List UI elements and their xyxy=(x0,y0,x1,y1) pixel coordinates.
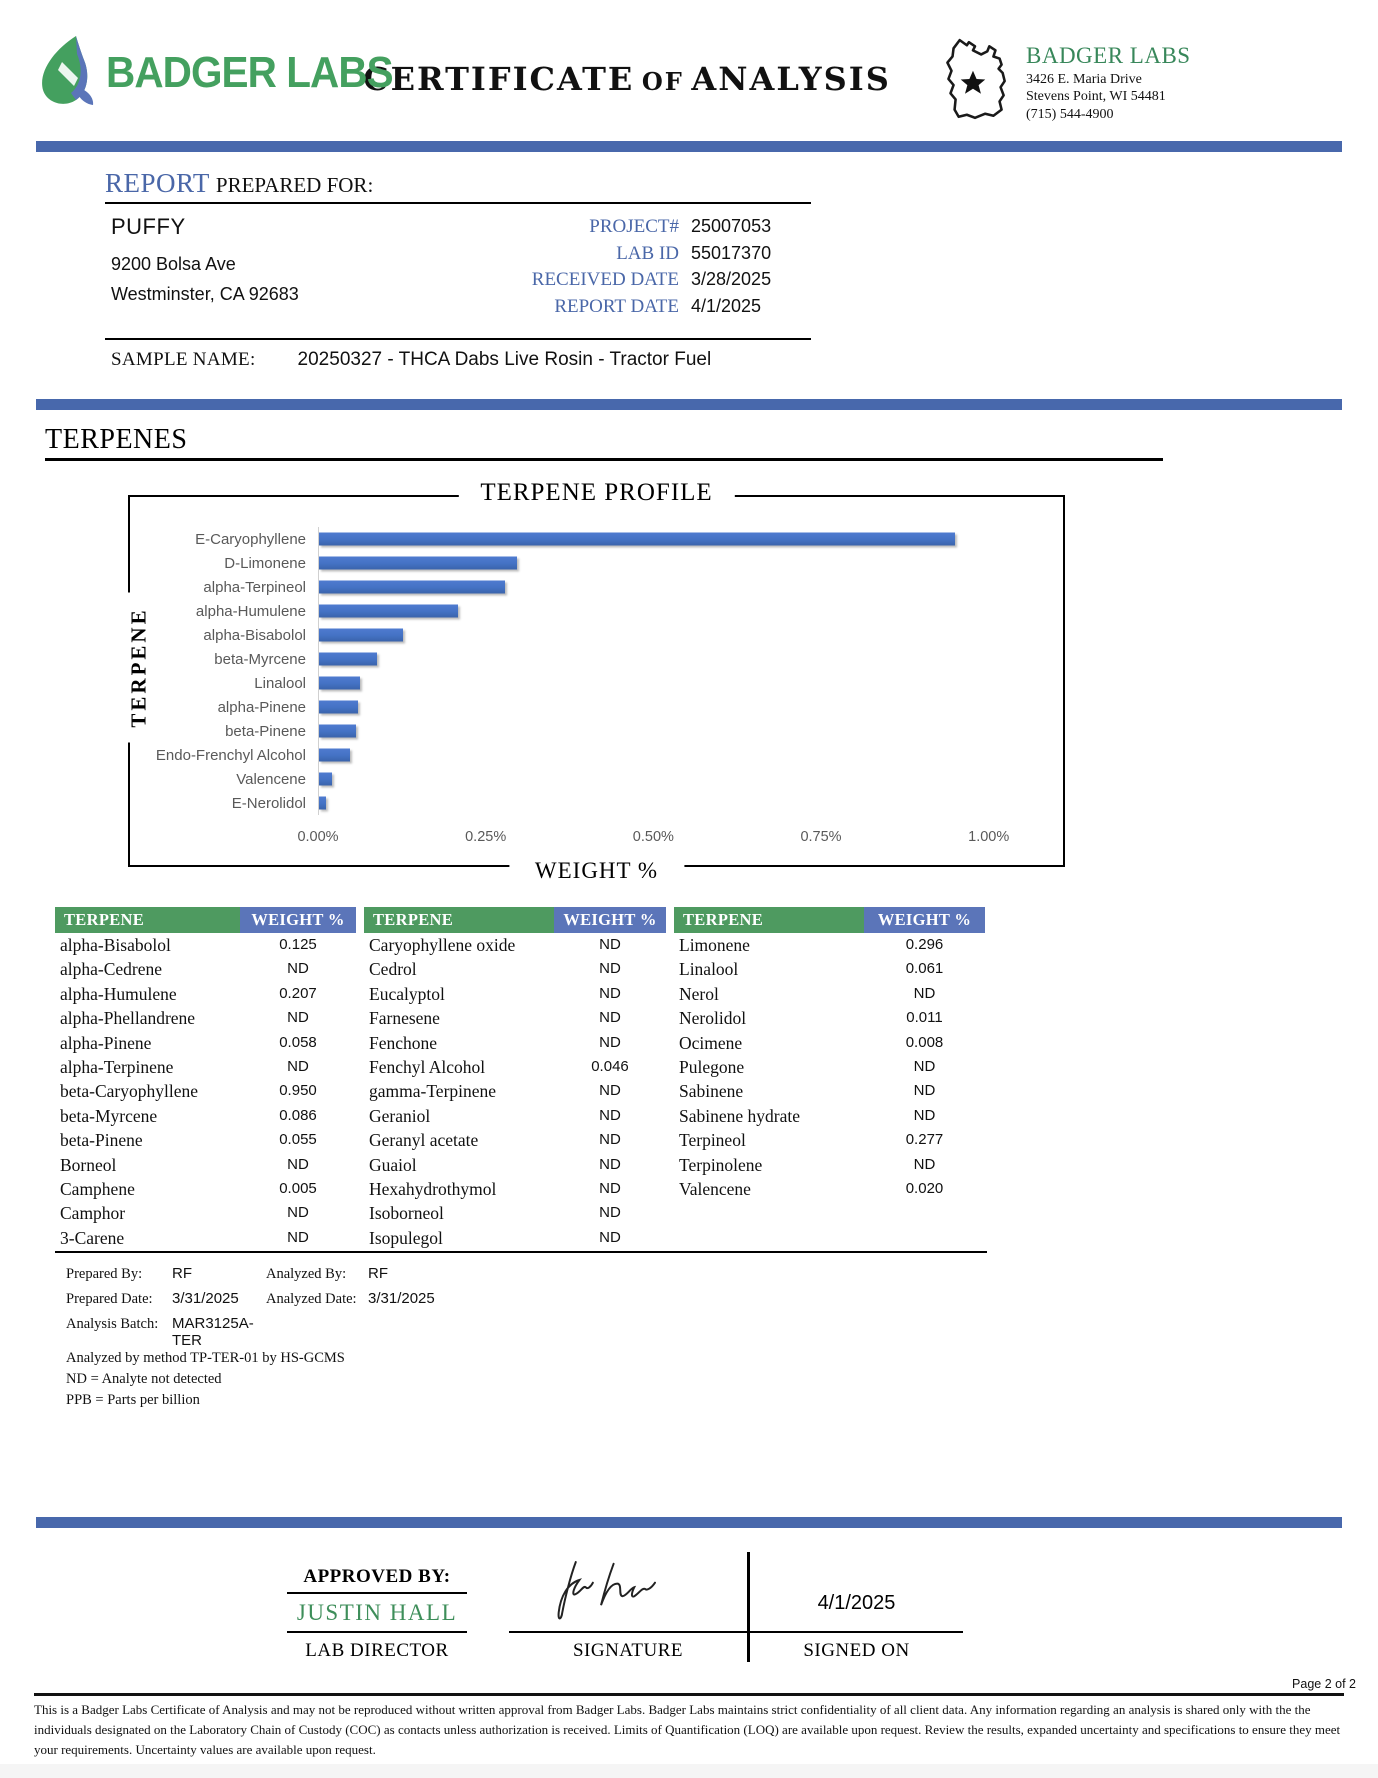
lab-name: BADGER LABS xyxy=(1026,42,1191,68)
chart-bar-track xyxy=(318,695,1051,719)
chart-bar-row xyxy=(140,527,1051,551)
table-header-terpene: TERPENE xyxy=(674,907,864,933)
table-cell-terpene: 3-Carene xyxy=(60,1227,125,1248)
table-cell-terpene: Ocimene xyxy=(679,1032,743,1053)
chart-category-label: Endo-Frenchyl Alcohol xyxy=(155,746,306,764)
chart-bar-track xyxy=(318,551,1051,575)
table-header-weight: WEIGHT % xyxy=(554,907,666,933)
chart-bar xyxy=(319,677,360,690)
analysis-notes xyxy=(66,1265,1378,1411)
signature-image xyxy=(538,1552,718,1631)
analyzed-by-label: Analyzed By: xyxy=(266,1266,347,1283)
table-cell-weight: ND xyxy=(599,1155,621,1173)
analyzed-by-value: RF xyxy=(368,1265,388,1283)
table-column-group xyxy=(674,907,985,1250)
prepared-date-label: Prepared Date: xyxy=(66,1291,153,1308)
chart-bar-track xyxy=(318,719,1051,743)
signature-label: SIGNATURE xyxy=(572,1640,684,1662)
logo-wordmark: BADGER LABS xyxy=(106,47,393,97)
table-header-terpene: TERPENE xyxy=(364,907,554,933)
table-cell-weight: 0.046 xyxy=(591,1057,629,1075)
table-cell-weight: ND xyxy=(599,1179,621,1197)
chart-category-label: alpha-Terpineol xyxy=(203,578,306,596)
lab-contact-block xyxy=(928,34,1348,131)
table-cell-weight: 0.008 xyxy=(905,1033,944,1051)
analyzed-date-label: Analyzed Date: xyxy=(266,1291,357,1308)
chart-category-label: alpha-Humulene xyxy=(195,602,306,620)
chart-category-label: Valencene xyxy=(236,770,306,788)
table-cell-terpene: Eucalyptol xyxy=(369,983,445,1004)
client-block xyxy=(111,214,299,322)
table-cell-weight: 0.061 xyxy=(905,960,944,978)
client-address-1: 9200 Bolsa Ave xyxy=(111,254,236,274)
table-cell-terpene: Limonene xyxy=(679,935,750,955)
disclaimer-text: This is a Badger Labs Certificate of Analysis and may not be reproduced without written approval from Badger Labs. Badger Labs maintains strict confidentiality of all client data. Any information regarding an analysis is shared only with the the individuals designated on the Laboratory Chain of Custody (COC) as contacts unless authorization is received. Limits of Quantification (LOQ) are available upon request. Review the results, expanded uncertainty and specifications to ensure they meet your requirements. Uncertainty values are available upon request. xyxy=(34,1701,1341,1757)
prepared-by-value: RF xyxy=(172,1265,192,1283)
chart-title: TERPENE PROFILE xyxy=(458,479,734,507)
approved-by-label: APPROVED BY: xyxy=(287,1566,467,1594)
chart-bar xyxy=(319,533,955,546)
table-cell-weight: 0.055 xyxy=(279,1131,317,1149)
chart-bar-row xyxy=(140,791,1051,815)
table-cell-weight: 0.296 xyxy=(905,936,944,953)
table-cell-terpene: beta-Pinene xyxy=(60,1130,143,1151)
sample-name-label: SAMPLE NAME: xyxy=(111,349,256,370)
table-cell-terpene: Valencene xyxy=(679,1178,751,1199)
table-cell-terpene: Farnesene xyxy=(369,1008,440,1029)
analysis-batch-label: Analysis Batch: xyxy=(66,1316,159,1333)
chart-bar xyxy=(319,605,458,618)
badger-labs-logo xyxy=(34,34,393,111)
table-cell-weight: 0.011 xyxy=(906,1009,943,1027)
table-cell-weight: ND xyxy=(599,1009,621,1027)
report-meta-row xyxy=(513,243,811,270)
table-cell-weight: 0.207 xyxy=(279,984,317,1002)
chart-category-label: Linalool xyxy=(254,674,306,692)
table-cell-weight: ND xyxy=(599,1106,621,1124)
chart-bar xyxy=(319,581,505,594)
chart-bar-row xyxy=(140,575,1051,599)
nd-note: ND = Analyte not detected xyxy=(66,1371,222,1388)
client-address-2: Westminster, CA 92683 xyxy=(111,284,299,304)
table-cell-terpene: alpha-Pinene xyxy=(60,1032,152,1053)
chart-category-label: alpha-Pinene xyxy=(217,698,306,716)
table-cell-terpene: Nerol xyxy=(679,983,719,1004)
table-cell-terpene: Fenchone xyxy=(369,1032,438,1053)
chart-category-label: E-Caryophyllene xyxy=(195,530,306,548)
axis-tick-label: 1.00% xyxy=(968,829,1010,845)
leaf-logo-icon xyxy=(34,34,98,111)
approver-name: JUSTIN HALL xyxy=(287,1594,467,1633)
page-number: Page 2 of 2 xyxy=(1292,1676,1356,1691)
table-cell-weight: ND xyxy=(913,984,936,1002)
approval-block xyxy=(287,1552,1378,1662)
ppb-note: PPB = Parts per billion xyxy=(66,1392,200,1409)
table-cell-weight: 0.277 xyxy=(905,1131,944,1149)
table-cell-weight: ND xyxy=(287,1204,309,1222)
chart-bar-track xyxy=(318,599,1051,623)
table-cell-weight: ND xyxy=(599,984,621,1002)
axis-tick-label: 0.00% xyxy=(297,829,339,845)
terpenes-section-title: TERPENES xyxy=(45,424,1163,461)
table-cell-terpene: Geraniol xyxy=(369,1105,431,1126)
table-cell-weight: ND xyxy=(599,936,621,953)
chart-bar-track xyxy=(318,767,1051,791)
chart-bar xyxy=(319,701,358,714)
table-cell-weight: 0.020 xyxy=(905,1179,944,1197)
chart-bar-track xyxy=(318,527,1051,551)
analyzed-date-value: 3/31/2025 xyxy=(368,1290,435,1308)
divider-band-top xyxy=(36,141,1342,152)
lab-address-2: Stevens Point, WI 54481 xyxy=(1026,89,1166,105)
table-header-weight: WEIGHT % xyxy=(864,907,985,933)
chart-y-axis-label: TERPENE xyxy=(127,593,152,743)
table-cell-terpene: Hexahydrothymol xyxy=(369,1178,497,1199)
sample-name-row xyxy=(105,340,811,371)
footer-rule xyxy=(34,1693,1344,1696)
report-meta-row xyxy=(513,296,811,323)
chart-category-label: beta-Myrcene xyxy=(214,650,306,668)
table-cell-terpene: Guaiol xyxy=(369,1154,417,1175)
signed-date: 4/1/2025 xyxy=(750,1592,963,1633)
chart-category-label: D-Limonene xyxy=(224,554,306,572)
chart-bar xyxy=(319,557,517,570)
chart-x-axis-label: WEIGHT % xyxy=(509,858,684,884)
report-meta-row xyxy=(513,216,811,243)
chart-bar-row xyxy=(140,551,1051,575)
report-meta xyxy=(513,216,811,322)
table-header-weight: WEIGHT % xyxy=(240,907,356,933)
report-section xyxy=(105,168,811,371)
table-cell-terpene: Camphor xyxy=(60,1203,126,1224)
table-cell-weight: ND xyxy=(599,1082,621,1100)
meta-label: LAB ID xyxy=(616,242,679,264)
report-meta-row xyxy=(513,269,811,296)
chart-bar xyxy=(319,773,332,786)
table-cell-weight: ND xyxy=(599,960,621,978)
chart-bar-row xyxy=(140,599,1051,623)
meta-label: PROJECT# xyxy=(589,216,679,237)
chart-bar-row xyxy=(140,743,1051,767)
signed-on-label: SIGNED ON xyxy=(803,1640,910,1662)
table-cell-terpene: alpha-Cedrene xyxy=(60,959,163,980)
table-cell-terpene: gamma-Terpinene xyxy=(369,1081,497,1102)
table-cell-terpene: alpha-Terpinene xyxy=(60,1056,174,1077)
table-cell-weight: 0.058 xyxy=(279,1033,317,1051)
chart-bar-track xyxy=(318,647,1051,671)
chart-bar xyxy=(319,797,326,810)
table-cell-terpene: Camphene xyxy=(60,1178,135,1199)
table-cell-terpene: alpha-Humulene xyxy=(60,983,177,1004)
table-cell-weight: ND xyxy=(287,1155,309,1173)
prepared-by-label: Prepared By: xyxy=(66,1266,143,1283)
table-cell-weight: ND xyxy=(287,1057,309,1075)
sample-name-value: 20250327 - THCA Dabs Live Rosin - Tractor Fuel xyxy=(297,349,712,370)
table-cell-weight: ND xyxy=(913,1106,936,1124)
chart-bar-track xyxy=(318,671,1051,695)
chart-bar xyxy=(319,749,350,762)
footer xyxy=(0,1677,1378,1760)
axis-tick-label: 0.75% xyxy=(800,829,842,845)
page-title: CERTIFICATE OF ANALYSIS xyxy=(363,60,891,98)
chart-bar-track xyxy=(318,743,1051,767)
table-cell-weight: 0.950 xyxy=(279,1082,317,1100)
chart-bar xyxy=(319,653,377,666)
chart-bar xyxy=(319,725,356,738)
method-note: Analyzed by method TP-TER-01 by HS-GCMS xyxy=(66,1350,345,1367)
table-cell-weight: ND xyxy=(913,1057,936,1075)
lab-phone: (715) 544-4900 xyxy=(1026,106,1114,122)
header xyxy=(0,0,1378,131)
chart-bar-track xyxy=(318,791,1051,815)
table-cell-weight: ND xyxy=(599,1033,621,1051)
table-cell-weight: 0.005 xyxy=(279,1179,317,1197)
table-cell-terpene: Sabinene hydrate xyxy=(679,1105,800,1126)
table-cell-weight: ND xyxy=(599,1131,621,1149)
table-cell-terpene: Fenchyl Alcohol xyxy=(369,1056,486,1077)
axis-tick-label: 0.25% xyxy=(465,829,507,845)
report-heading: REPORT PREPARED FOR: xyxy=(105,168,811,204)
chart-bar-track xyxy=(318,575,1051,599)
table-cell-terpene: Borneol xyxy=(60,1154,117,1175)
chart-bar-track xyxy=(318,623,1051,647)
table-cell-weight: ND xyxy=(913,1082,936,1100)
table-cell-terpene: alpha-Phellandrene xyxy=(60,1008,196,1029)
chart-category-label: E-Nerolidol xyxy=(231,794,306,812)
table-cell-terpene: alpha-Bisabolol xyxy=(60,935,171,955)
wisconsin-state-icon xyxy=(928,34,1020,131)
table-cell-weight: ND xyxy=(287,960,309,978)
meta-value: 4/1/2025 xyxy=(691,295,762,316)
table-column-group xyxy=(55,907,356,1250)
table-cell-terpene: Sabinene xyxy=(679,1081,744,1102)
table-cell-terpene: Pulegone xyxy=(679,1056,745,1077)
client-name: PUFFY xyxy=(111,214,186,239)
table-cell-weight: ND xyxy=(287,1009,309,1027)
axis-tick-label: 0.50% xyxy=(632,829,674,845)
table-cell-terpene: Isopulegol xyxy=(369,1227,443,1248)
meta-value: 25007053 xyxy=(691,216,772,236)
terpene-profile-chart xyxy=(126,479,1065,883)
page-edge xyxy=(0,1764,1378,1778)
table-cell-weight: 0.086 xyxy=(279,1106,317,1124)
table-cell-terpene: Linalool xyxy=(679,959,739,980)
meta-label: REPORT DATE xyxy=(554,295,679,317)
table-cell-terpene: Terpineol xyxy=(679,1130,746,1151)
table-cell-terpene: Nerolidol xyxy=(679,1008,747,1029)
table-cell-terpene: beta-Myrcene xyxy=(60,1105,158,1126)
table-cell-terpene: Cedrol xyxy=(369,959,417,980)
analysis-batch-value: MAR3125A-TER xyxy=(172,1315,254,1350)
meta-value: 55017370 xyxy=(691,242,772,263)
chart-bar-row xyxy=(140,647,1051,671)
chart-bar-row xyxy=(140,671,1051,695)
table-cell-weight: ND xyxy=(599,1228,621,1246)
meta-label: RECEIVED DATE xyxy=(531,269,679,290)
prepared-date-value: 3/31/2025 xyxy=(172,1290,239,1308)
table-cell-weight: 0.125 xyxy=(279,936,317,953)
chart-bar-row xyxy=(140,767,1051,791)
chart-category-label: alpha-Bisabolol xyxy=(203,626,306,644)
table-cell-weight: ND xyxy=(913,1155,936,1173)
chart-plot-area xyxy=(140,527,1051,855)
lab-address-1: 3426 E. Maria Drive xyxy=(1026,71,1142,87)
chart-bar-row xyxy=(140,623,1051,647)
chart-category-label: beta-Pinene xyxy=(225,722,306,740)
divider-band-middle xyxy=(36,399,1342,410)
table-header-terpene: TERPENE xyxy=(55,907,240,933)
table-cell-terpene: Isoborneol xyxy=(369,1203,444,1224)
chart-x-axis xyxy=(140,821,1051,855)
table-cell-terpene: Terpinolene xyxy=(679,1154,763,1175)
table-cell-terpene: Geranyl acetate xyxy=(369,1130,479,1151)
table-column-group xyxy=(364,907,666,1250)
divider-band-bottom xyxy=(36,1517,1342,1528)
table-cell-terpene: beta-Caryophyllene xyxy=(60,1081,199,1102)
approver-title: LAB DIRECTOR xyxy=(305,1640,449,1662)
table-cell-weight: ND xyxy=(287,1228,309,1246)
meta-value: 3/28/2025 xyxy=(691,269,772,289)
chart-bar-row xyxy=(140,695,1051,719)
table-cell-weight: ND xyxy=(599,1204,621,1222)
chart-bar xyxy=(319,629,403,642)
terpene-results-table xyxy=(55,907,987,1253)
chart-bar-row xyxy=(140,719,1051,743)
table-cell-terpene: Caryophyllene oxide xyxy=(369,935,516,955)
